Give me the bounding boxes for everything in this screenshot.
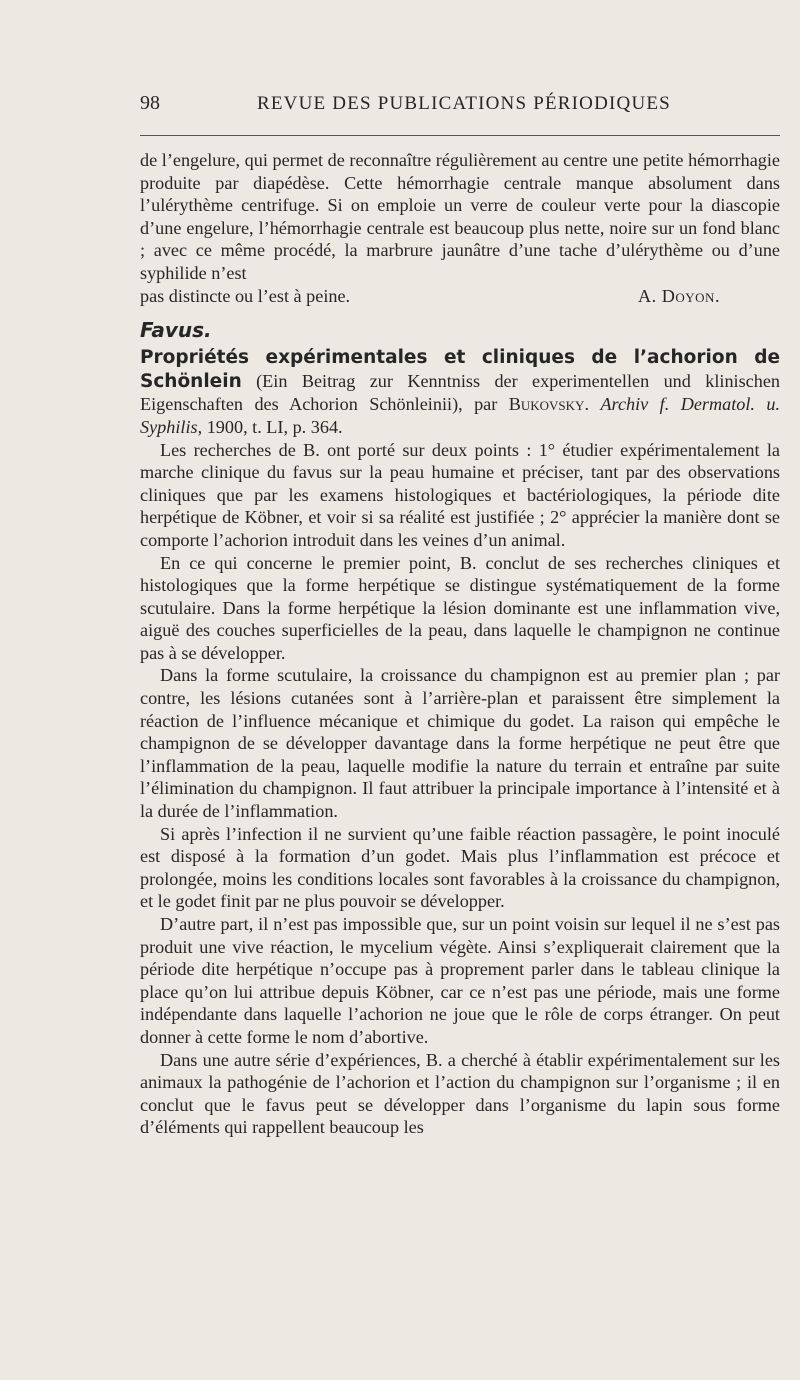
signature-line bbox=[140, 285, 780, 308]
continued-paragraph: de l’engelure, qui permet de reconnaître régulièrement au centre une petite hémorrhagie produite par diapédèse. Cette hémorrhagie centrale manque absolument dans l’ulérythème centrifuge. Si on emploie un verre de couleur verte pour la diascopie d’une engelure, l’hémorrhagie centrale est beaucoup plus nette, noire sur un fond blanc ; avec ce même procédé, la marbrure jaunâtre d’une tache d’ulérythème ou d’une syphilide n’est bbox=[140, 150, 780, 283]
review-author-signature: A. Doyon. bbox=[638, 285, 720, 306]
journal-title: REVUE DES PUBLICATIONS PÉRIODIQUES bbox=[257, 93, 671, 114]
article-author: Bukovsky bbox=[508, 394, 585, 415]
section-heading: Favus. bbox=[140, 318, 212, 343]
header-rule bbox=[140, 135, 780, 136]
page-number: 98 bbox=[140, 92, 160, 114]
running-header bbox=[140, 92, 780, 122]
citation-details: , 1900, t. LI, p. 364. bbox=[197, 416, 343, 437]
article-citation bbox=[140, 347, 780, 438]
author-separator: . bbox=[584, 394, 601, 415]
article-subtitle: (Ein Beitrag zur Kenntniss der experimentellen und klinischen Eigenschaften des Achorion Schönleinii), par bbox=[140, 370, 780, 415]
body-paragraph: Si après l’infection il ne survient qu’une faible réaction passagère, le point inoculé est disposé à la formation d’un godet. Mais plus l’inflammation est précoce et prolongée, moins les conditions locales sont favorables à la croissance du champignon, et le godet finit par ne plus pouvoir se développer. bbox=[140, 823, 780, 912]
body-paragraph: En ce qui concerne le premier point, B. conclut de ses recherches cliniques et histologiques que la forme herpétique se distingue systématiquement de la forme scutulaire. Dans la forme herpétique la lésion dominante est une inflammation vive, aiguë des couches superficielles de la peau, dans laquelle le champignon ne continue pas à se développer. bbox=[140, 552, 780, 663]
article-title: Propriétés expérimentales et cliniques de l’achorion de bbox=[140, 347, 780, 369]
body-paragraph: Dans une autre série d’expériences, B. a cherché à établir expérimentalement sur les animaux la pathogénie de l’achorion et l’action du champignon sur l’organisme ; il en conclut que le favus peut se développer dans l’organisme du lapin sous forme d’éléments qui rappellent beaucoup les bbox=[140, 1049, 780, 1138]
body-paragraph: D’autre part, il n’est pas impossible que, sur un point voisin sur lequel il ne s’est pas produit une vive réaction, le mycelium végète. Ainsi s’expliquerait clairement que la période dite herpétique n’occupe pas à proprement parler dans le tableau clinique la place qu’on lui attribue depuis Köbner, car ce n’est pas une période, mais une forme indépendante dans laquelle l’achorion ne joue que le rôle de corps étranger. On peut donner à cette forme le nom d’abortive. bbox=[140, 914, 780, 1047]
body-paragraph: Dans la forme scutulaire, la croissance du champignon est au premier plan ; par contre, les lésions cutanées sont à l’arrière-plan et paraissent être simplement la réaction de l’influence mécanique et chimique du godet. La raison qui empêche le champignon de se développer davantage dans la forme herpétique ne peut être que l’inflammation de la peau, laquelle modifie la nature du terrain et entraîne par suite l’élimination du champignon. Il faut attribuer la principale importance à l’intensité et à la durée de l’inflammation. bbox=[140, 665, 780, 822]
body-paragraph: Les recherches de B. ont porté sur deux points : 1° étudier expérimentalement la marche clinique du favus sur la peau humaine et préciser, tant par des observations cliniques que par les examens histologiques et bactériologiques, la période dite herpétique de Köbner, et voir si sa réalité est justifiée ; 2° apprécier la manière dont se comporte l’achorion introduit dans les veines d’un animal. bbox=[140, 439, 780, 550]
journal-name: Archiv f. Dermatol. u. Syphilis bbox=[140, 394, 781, 437]
page-body bbox=[140, 149, 780, 1139]
article-title-name: Schönlein bbox=[140, 370, 242, 392]
continued-paragraph-end: pas distincte ou l’est à peine. bbox=[140, 285, 351, 306]
